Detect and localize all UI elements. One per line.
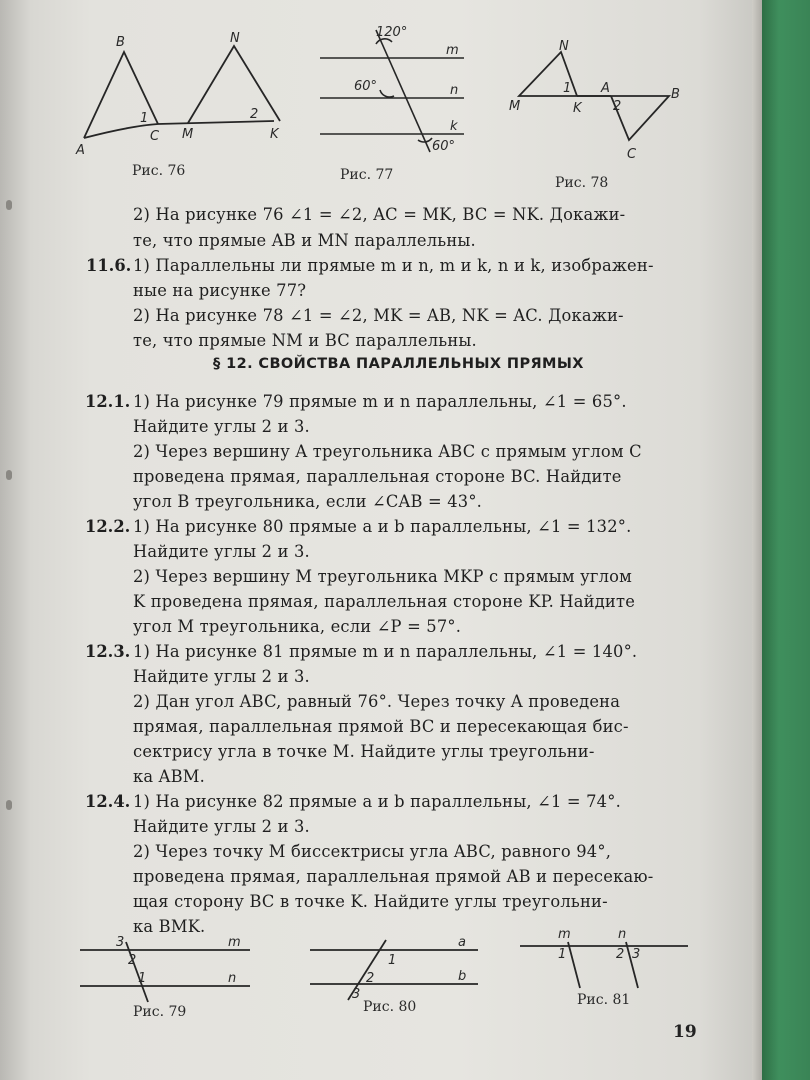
label-M: M: [509, 99, 521, 114]
text-line: 2) На рисунке 78 ∠1 = ∠2, MK = AB, NK = AC. Докажи-: [133, 306, 624, 325]
text-line: ка ABM.: [133, 767, 206, 786]
text-line: те, что прямые AB и MN параллельны.: [133, 231, 476, 250]
angle-60-top: 60°: [354, 79, 378, 94]
text-line: 2) Дан угол ABC, равный 76°. Через точку A проведена: [133, 692, 621, 711]
label-1: 1: [140, 111, 149, 126]
problem-number: 11.6.: [86, 256, 132, 275]
caption-fig80: Рис. 80: [363, 999, 417, 1015]
text-line: проведена прямая, параллельная прямой AB и пересекаю-: [133, 867, 654, 886]
figure-78: [505, 40, 695, 169]
label-B: B: [116, 35, 125, 50]
label-2: 2: [250, 107, 259, 122]
text-line: те, что прямые NM и BC параллельны.: [133, 331, 477, 350]
problem-number: 12.4.: [85, 792, 131, 811]
label-2: 2: [128, 953, 137, 968]
text-line: Найдите углы 2 и 3.: [133, 817, 310, 836]
label-1: 1: [558, 947, 567, 962]
label-3: 3: [632, 947, 641, 962]
label-k: k: [450, 119, 458, 134]
caption-fig78: Рис. 78: [555, 175, 609, 191]
text-line: 1) На рисунке 81 прямые m и n параллельны, ∠1 = 140°.: [133, 642, 638, 661]
label-C: C: [150, 129, 160, 144]
section-heading: § 12. СВОЙСТВА ПАРАЛЛЕЛЬНЫХ ПРЯМЫХ: [213, 356, 584, 372]
text-line: проведена прямая, параллельная стороне BC. Найдите: [133, 467, 622, 486]
problem-number: 12.1.: [85, 392, 131, 411]
label-A: A: [601, 81, 610, 96]
text-line: Найдите углы 2 и 3.: [133, 417, 310, 436]
label-n: n: [450, 83, 459, 98]
problem-number: 12.3.: [85, 642, 131, 661]
caption-fig81: Рис. 81: [577, 992, 631, 1008]
figure-79: [78, 935, 258, 1006]
text-line: ка BMK.: [133, 917, 206, 936]
label-1: 1: [138, 971, 147, 986]
label-M: M: [182, 127, 194, 142]
label-n: n: [228, 971, 237, 986]
text-line: 2) Через точку M биссектрисы угла ABC, равного 94°,: [133, 842, 612, 861]
text-line: 2) Через вершину M треугольника MKP с прямым углом: [133, 567, 633, 586]
label-1: 1: [563, 81, 572, 96]
caption-fig79: Рис. 79: [133, 1004, 187, 1020]
label-C: C: [627, 147, 637, 162]
text-line: 1) На рисунке 80 прямые a и b параллельны, ∠1 = 132°.: [133, 517, 632, 536]
text-line: 1) Параллельны ли прямые m и n, m и k, n и k, изображен-: [133, 256, 654, 275]
text-line: ные на рисунке 77?: [133, 281, 307, 300]
figure-77: [318, 22, 478, 166]
angle-120: 120°: [376, 25, 408, 40]
text-line: Найдите углы 2 и 3.: [133, 667, 310, 686]
label-n: n: [618, 927, 627, 942]
label-B: B: [671, 87, 680, 102]
label-2: 2: [613, 99, 622, 114]
figure-76: [70, 30, 300, 164]
figure-80: [308, 935, 488, 1004]
label-m: m: [558, 927, 571, 942]
label-2: 2: [616, 947, 625, 962]
label-2: 2: [366, 971, 375, 986]
label-K: K: [270, 127, 279, 142]
page-number: 19: [673, 1022, 697, 1042]
label-3: 3: [116, 935, 125, 950]
caption-fig77: Рис. 77: [340, 167, 394, 183]
label-K: K: [573, 101, 582, 116]
text-line: Найдите углы 2 и 3.: [133, 542, 310, 561]
book-cover: [762, 0, 810, 1080]
text-line: K проведена прямая, параллельная стороне KP. Найдите: [133, 592, 636, 611]
label-3: 3: [352, 987, 361, 1002]
text-line: угол M треугольника, если ∠P = 57°.: [133, 617, 462, 636]
text-line: 2) На рисунке 76 ∠1 = ∠2, AC = MK, BC = NK. Докажи-: [133, 205, 626, 224]
problem-number: 12.2.: [85, 517, 131, 536]
label-1: 1: [388, 953, 397, 968]
text-line: 1) На рисунке 82 прямые a и b параллельны, ∠1 = 74°.: [133, 792, 621, 811]
figure-81: [518, 927, 693, 996]
label-N: N: [559, 39, 569, 54]
text-line: сектрису угла в точке M. Найдите углы треугольни-: [133, 742, 595, 761]
label-m: m: [446, 43, 459, 58]
text-line: щая сторону BC в точке K. Найдите углы треугольни-: [133, 892, 608, 911]
label-A: A: [76, 143, 85, 158]
text-line: угол B треугольника, если ∠CAB = 43°.: [133, 492, 483, 511]
label-m: m: [228, 935, 241, 950]
label-a: a: [458, 935, 466, 950]
text-line: 2) Через вершину A треугольника ABC с прямым углом C: [133, 442, 642, 461]
text-line: прямая, параллельная прямой BC и пересекающая бис-: [133, 717, 629, 736]
caption-fig76: Рис. 76: [132, 163, 186, 179]
angle-60-bottom: 60°: [432, 139, 456, 154]
label-b: b: [458, 969, 467, 984]
text-line: 1) На рисунке 79 прямые m и n параллельны, ∠1 = 65°.: [133, 392, 627, 411]
label-N: N: [230, 31, 240, 46]
